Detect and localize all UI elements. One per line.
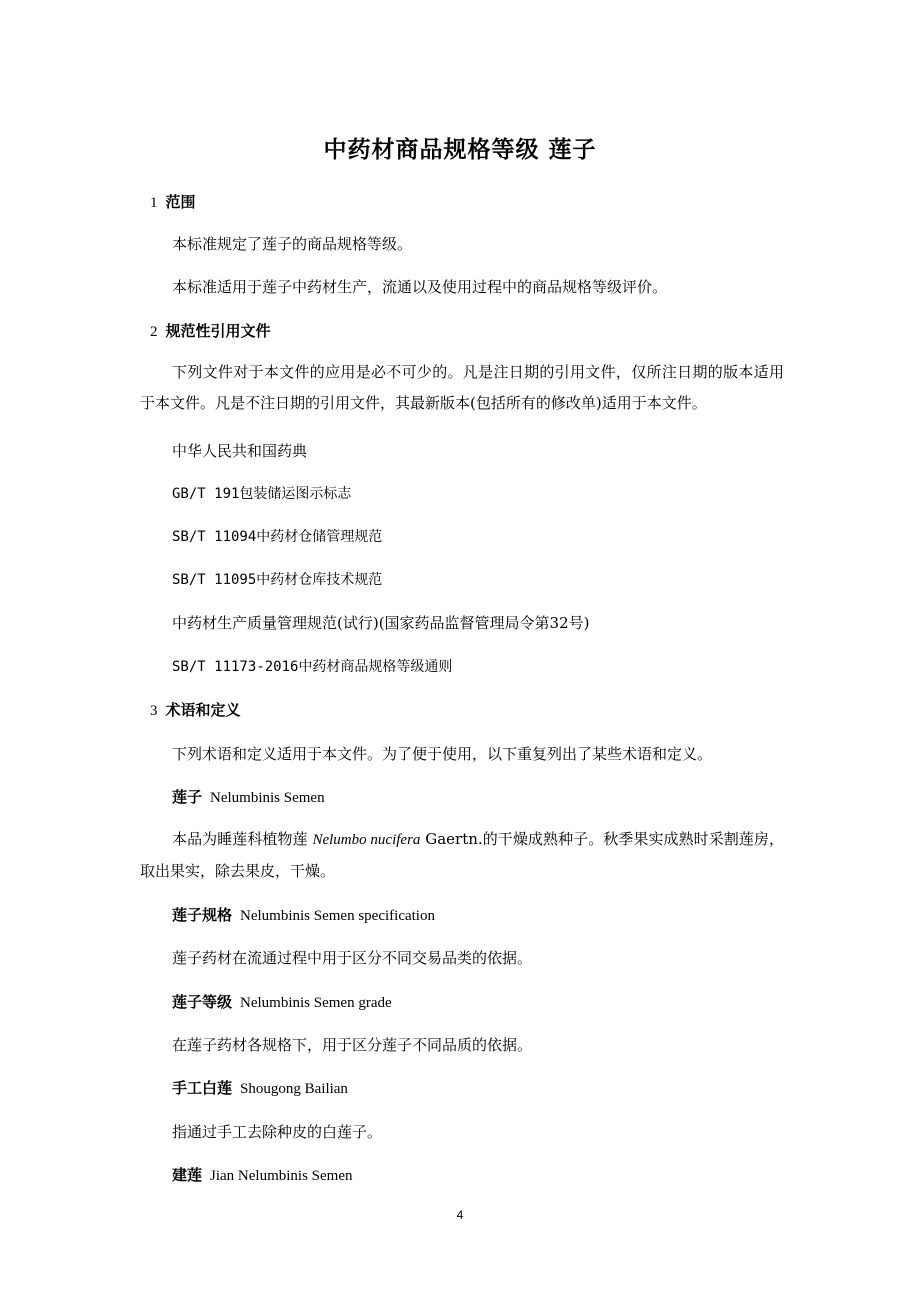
- term-definition: [140, 824, 784, 887]
- term-heading: [172, 1164, 353, 1185]
- term-english: Nelumbinis Semen: [210, 790, 325, 806]
- section-3-heading: [150, 699, 241, 720]
- term-definition: 在莲子药材各规格下，用于区分莲子不同品质的依据。: [172, 1036, 533, 1054]
- term-chinese: 手工白莲: [172, 1079, 233, 1097]
- paragraph: 本标准规定了莲子的商品规格等级。: [172, 235, 413, 253]
- reference-item: SB/T 11095中药材仓库技术规范: [172, 572, 383, 588]
- section-number: 3: [150, 703, 158, 719]
- term-heading: [172, 991, 392, 1012]
- section-title: 规范性引用文件: [165, 322, 271, 340]
- page-number: 4: [456, 1208, 464, 1222]
- section-title: 范围: [165, 193, 196, 211]
- paragraph: 下列文件对于本文件的应用是必不可少的。凡是注日期的引用文件，仅所注日期的版本适用于本文件。凡是不注日期的引用文件，其最新版本(包括所有的修改单)适用于本文件。: [140, 363, 784, 412]
- term-heading: [172, 786, 325, 807]
- definition-text: 本品为睡莲科植物莲: [172, 830, 313, 848]
- section-number: 2: [150, 324, 158, 340]
- term-english: Nelumbinis Semen specification: [240, 908, 435, 924]
- section-2-heading: [150, 320, 271, 341]
- definition-text: Gaertn.的干燥成熟种子。秋季果实成熟时采割莲房，取出果实，除去果皮，干燥。: [140, 830, 784, 880]
- paragraph: 下列术语和定义适用于本文件。为了便于使用，以下重复列出了某些术语和定义。: [172, 745, 713, 763]
- term-english: Nelumbinis Semen grade: [240, 995, 392, 1011]
- term-chinese: 建莲: [172, 1166, 203, 1184]
- section-title: 术语和定义: [165, 701, 241, 719]
- section-1-heading: [150, 191, 196, 212]
- term-chinese: 莲子规格: [172, 906, 233, 924]
- term-chinese: 莲子: [172, 788, 203, 806]
- term-english: Shougong Bailian: [240, 1081, 348, 1097]
- section-number: 1: [150, 195, 158, 211]
- term-english: Jian Nelumbinis Semen: [210, 1168, 353, 1184]
- reference-item: GB/T 191包装储运图示标志: [172, 486, 352, 502]
- reference-item: 中华人民共和国药典: [172, 442, 308, 460]
- document-title: 中药材商品规格等级 莲子: [323, 137, 597, 163]
- term-heading: [172, 1077, 348, 1098]
- term-definition: 莲子药材在流通过程中用于区分不同交易品类的依据。: [172, 949, 533, 967]
- reference-item: SB/T 11094中药材仓储管理规范: [172, 529, 383, 545]
- term-definition: 指通过手工去除种皮的白莲子。: [172, 1123, 383, 1141]
- latin-name: Nelumbo nucifera: [312, 832, 421, 848]
- paragraph: 本标准适用于莲子中药材生产，流通以及使用过程中的商品规格等级评价。: [172, 278, 668, 296]
- term-chinese: 莲子等级: [172, 993, 233, 1011]
- reference-item: 中药材生产质量管理规范(试行)(国家药品监督管理局令第32号): [172, 614, 590, 632]
- reference-item: SB/T 11173-2016中药材商品规格等级通则: [172, 659, 453, 675]
- term-heading: [172, 904, 435, 925]
